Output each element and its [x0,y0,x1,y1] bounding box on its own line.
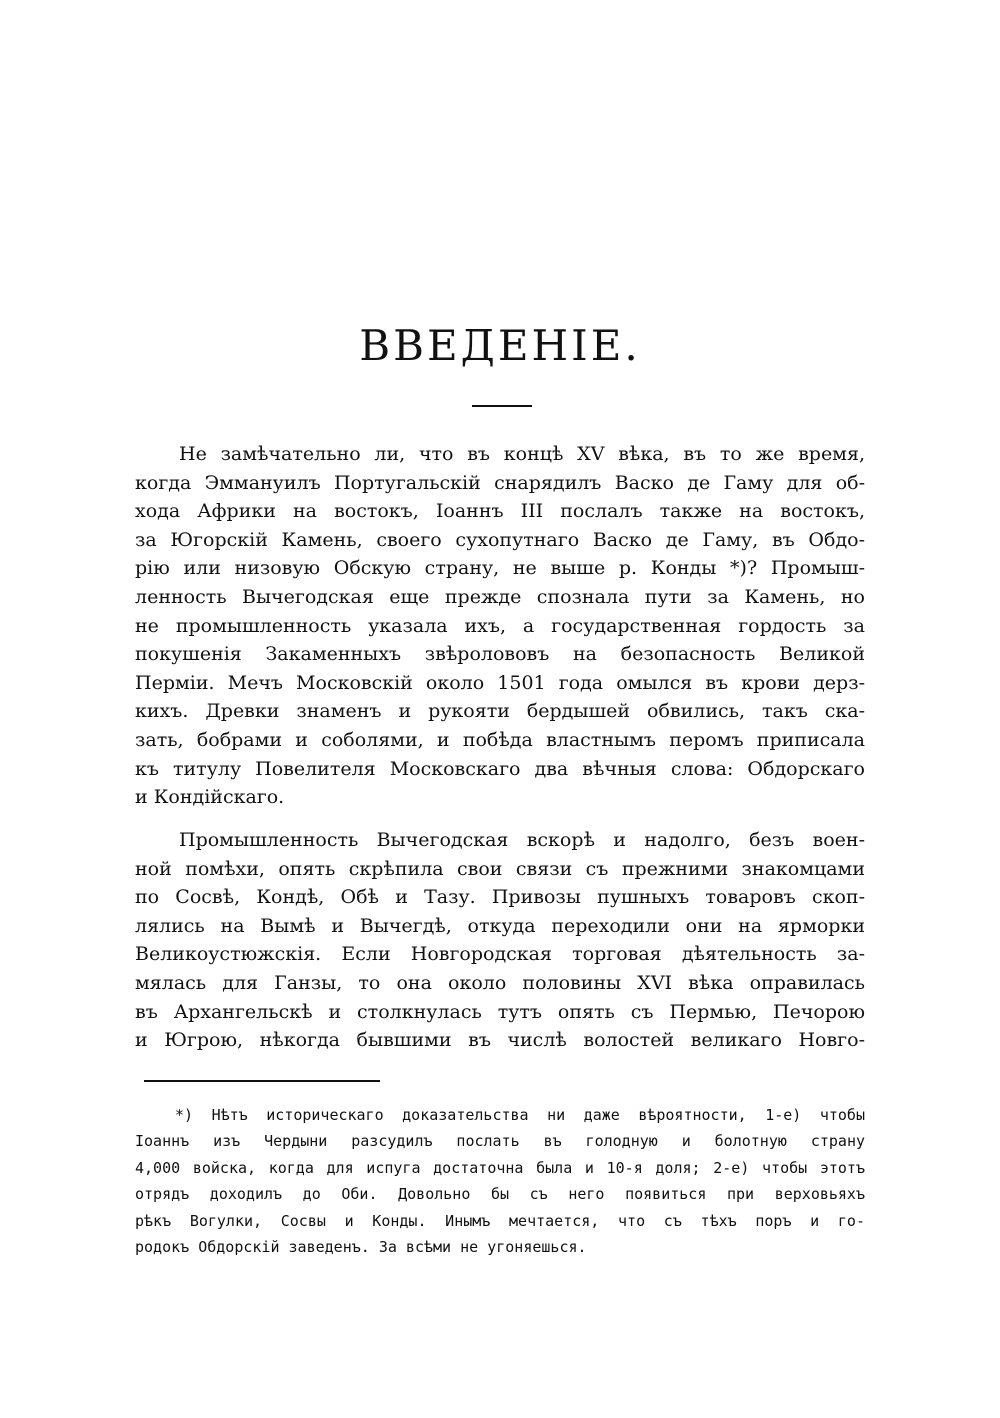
text-line: хода Африки на востокъ, Іоаннъ III послалъ также на востокъ, [135,500,865,523]
footnote-line: *) Нѣтъ историческаго доказательства ни даже вѣроятности, 1-е) чтобы [175,1106,865,1124]
text-line: Не замѣчательно ли, что въ концѣ XV вѣка, въ то же время, [179,443,865,465]
text-line: зать, бобрами и соболями, и побѣда властнымъ перомъ приписала [135,728,865,751]
footnote-line: рѣкъ Вогулки, Сосвы и Конды. Инымъ мечтается, что съ тѣхъ поръ и го- [135,1211,865,1230]
text-line: по Сосвѣ, Кондѣ, Обѣ и Тазу. Привозы пушныхъ товаровъ скоп- [135,886,865,909]
chapter-heading: ВВЕДЕНІЕ. [359,321,641,370]
footnote-line: родокъ Обдорскій заведенъ. За всѣми не угоняешься. [135,1238,587,1257]
text-line: когда Эммануилъ Португальскій снарядилъ Васко де Гаму для об- [135,471,865,494]
footnote-divider [144,1080,380,1082]
text-line: мялась для Ганзы, то она около половины XVI вѣка оправилась [135,971,865,994]
paragraph-1 [135,440,865,812]
text-line: за Югорскій Камень, своего сухопутнаго Васко де Гаму, въ Обдо- [135,528,865,551]
text-line: не промышленность указала ихъ, а государственная гордость за [135,614,865,637]
footnote-line: 4,000 войска, когда для испуга достаточна была и 10-я доля; 2-е) чтобы этотъ [135,1158,865,1177]
text-line: кихъ. Древки знаменъ и рукояти бердышей обвились, такъ ска- [135,700,865,723]
text-line: къ титулу Повелителя Московскаго два вѣчныя слова: Обдорскаго [135,757,865,780]
text-line: покушенія Закаменныхъ звѣролововъ на безопасность Великой [135,643,865,666]
text-line: въ Архангельскѣ и столкнулась тутъ опять съ Пермью, Печорою [135,1000,865,1023]
text-line: ленность Вычегодская еще прежде спознала пути за Камень, но [135,585,865,608]
text-line: лялись на Вымѣ и Вычегдѣ, откуда переходили они на ярморки [135,914,865,937]
text-line: и Югрою, нѣкогда бывшими въ числѣ волостей великаго Новго- [135,1029,865,1052]
text-line: Перміи. Мечъ Московскій около 1501 года омылся въ крови дерз- [135,671,865,694]
footnote-line: Іоаннъ изъ Чердыни разсудилъ послать въ голодную и болотную страну [135,1132,865,1151]
footnote [135,1102,865,1260]
heading-divider [472,405,532,407]
footnote-line: отрядъ доходилъ до Оби. Довольно бы съ него появиться при верховьяхъ [135,1185,865,1204]
text-line: Великоустюжскія. Если Новгородская торговая дѣятельность за- [135,943,865,966]
paragraph-2 [135,826,865,1055]
text-line: рію или низовую Обскую страну, не выше р. Конды *)? Промыш- [135,557,865,580]
text-line: Промышленность Вычегодская вскорѣ и надолго, безъ воен- [179,829,865,851]
text-line: и Кондійскаго. [135,786,285,809]
text-line: ной помѣхи, опять скрѣпила свои связи съ прежними знакомцами [135,857,865,880]
